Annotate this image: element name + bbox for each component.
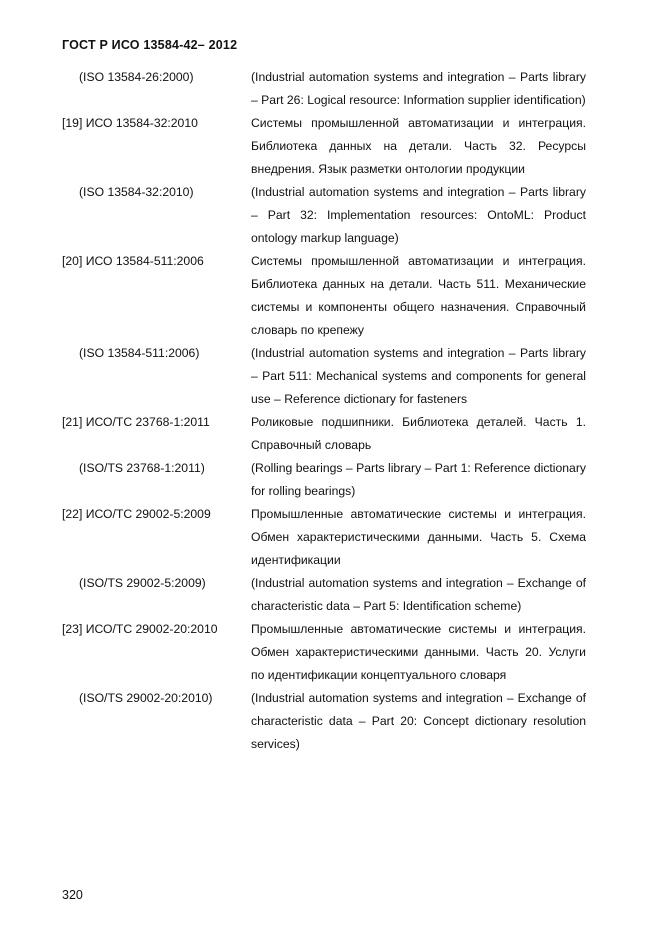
standard-title: (Rolling bearings – Parts library – Part 1: Reference dictionary for rolling bearings) [251, 461, 586, 498]
standard-title: Промышленные автоматические системы и интеграция. Обмен характеристическими данными. Часть 20. Услуги по идентификации концептуального словаря [251, 622, 586, 682]
standard-title: (Industrial automation systems and integration – Parts library – Part 32: Implementation resources: OntoML: Product ontology markup language) [251, 185, 586, 245]
standard-code: (ISO 13584-511:2006) [79, 346, 200, 360]
standard-code: [22] ИСО/ТС 29002-5:2009 [62, 507, 211, 521]
bibliography-entry [62, 342, 586, 411]
bibliography-entry [62, 250, 586, 342]
standard-code: (ISO 13584-32:2010) [79, 185, 194, 199]
bibliography-entry [62, 618, 586, 687]
standard-title: (Industrial automation systems and integration – Exchange of characteristic data – Part 20: Concept dictionary resolution services) [251, 691, 586, 751]
bibliography-entry [62, 112, 586, 181]
standard-code: [20] ИСО 13584-511:2006 [62, 254, 204, 268]
bibliography-entry [62, 503, 586, 572]
bibliography-entry [62, 457, 586, 503]
standard-title: Промышленные автоматические системы и интеграция. Обмен характеристическими данными. Часть 5. Схема идентификации [251, 507, 586, 567]
standard-code: [23] ИСО/ТС 29002-20:2010 [62, 622, 218, 636]
standard-title: Системы промышленной автоматизации и интеграция. Библиотека данных на детали. Часть 511. Механические системы и компоненты общего назначения. Справочный словарь по крепежу [251, 254, 586, 337]
standard-title: (Industrial automation systems and integration – Parts library – Part 511: Mechanical systems and components for general use – Reference dictionary for fasteners [251, 346, 586, 406]
standard-code: (ISO 13584-26:2000) [79, 70, 194, 84]
standard-title: Системы промышленной автоматизации и интеграция. Библиотека данных на детали. Часть 32. Ресурсы внедрения. Язык разметки онтологии продукции [251, 116, 586, 176]
standard-code: (ISO/TS 23768-1:2011) [79, 461, 205, 475]
page-number: 320 [62, 888, 83, 902]
standard-code: (ISO/TS 29002-5:2009) [79, 576, 206, 590]
document-header: ГОСТ Р ИСО 13584-42– 2012 [62, 38, 238, 52]
standard-code: [19] ИСО 13584-32:2010 [62, 116, 198, 130]
standard-code: (ISO/TS 29002-20:2010) [79, 691, 213, 705]
standard-code: [21] ИСО/ТС 23768-1:2011 [62, 415, 210, 429]
standard-title: (Industrial automation systems and integration – Parts library – Part 26: Logical resource: Information supplier identification) [251, 70, 586, 107]
bibliography-entry [62, 411, 586, 457]
bibliography-entry [62, 687, 586, 756]
standard-title: (Industrial automation systems and integration – Exchange of characteristic data – Part 5: Identification scheme) [251, 576, 586, 613]
bibliography-entry [62, 572, 586, 618]
bibliography-entry [62, 181, 586, 250]
bibliography-list [62, 66, 586, 756]
bibliography-entry [62, 66, 586, 112]
standard-title: Роликовые подшипники. Библиотека деталей. Часть 1. Справочный словарь [251, 415, 586, 452]
